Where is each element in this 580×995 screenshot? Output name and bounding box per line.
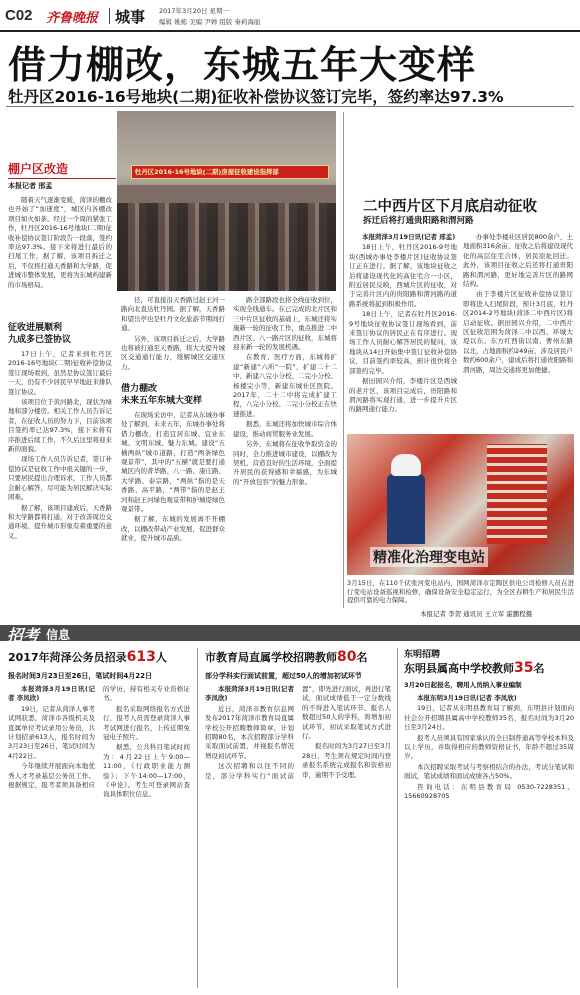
photo-caption-overlay: 精准化治理变电站 [370,547,488,567]
lead-photo [117,111,336,291]
job-title-number: 35 [514,660,534,676]
job-title-number: 613 [126,649,156,665]
lead-subsection-1: 征收进展顺利 九成多已签协议 [8,323,72,345]
paragraph: 18日上午，牡丹区2016-9号地块(西城办事处李楼片区)征收协议签订正在进行。据了解，该地块征收之后将建设现代化的高住宅合一小区，附近居民反映，西城片区的征收，对于完善片区内的贵阳路和渭河路的道路系统将起到积极作用。 [349,243,457,308]
side-title: 二中西片区下月底启动征收 [363,199,537,215]
photo-banner-text: 牡丹区2016-16号地块(二期)房屋征收建设指挥部 [135,168,279,176]
masthead [0,0,580,34]
lead-column-3 [233,296,337,660]
lead-column-1b [8,350,112,660]
job-3-body [404,694,574,990]
lead-subhead: 牡丹区2016-16号地块(二期)征收补偿协议签订完毕，签约率达97.3% [8,88,504,106]
paragraph: 路全部路段也将全线征收到位，实现全线通车。在已完成的北片区和三中片区征收的基础上，东城还将实施新一轮的征收工作，重点推进二中西片区、八一路片区的征收，东城将迎来新一轮的发展机遇。 [233,296,337,352]
paragraph: 在教育、医疗方面，东城将扩建“新建”六所“一院”，扩建二十二中、新建八完小分校、二完小分校、杨楼完小等，新建东城社区医院。2017年，二十二中将完成扩建工程，八完小分校、二完小分校正在快速推进。 [233,353,337,418]
paper-logo: 齐鲁晚报 [46,11,99,26]
paragraph: 据田园兴介绍，李楼片区是西城的老片区，该项目完成后，贵阳路和渭河路将实现打通，进一步提升片区的路网通行能力。 [349,377,457,414]
job-byline: 本报菏泽3月19日讯(记者 李凤欣) [205,685,294,703]
lead-subsection-2: 借力棚改 未来五年东城大变样 [121,384,203,406]
job-title-text: 市教育局直属学校招聘教师 [205,651,337,664]
job-1-subtitle: 报名时间3月23日至26日，笔试时间4月22日 [8,672,152,680]
paragraph: 咨询电话：东明县教育局 0530-7228351、15660928705 [404,782,574,801]
side-subtitle: 拆迁后将打通贵阳路和渭河路 [363,216,474,226]
lead-column-2b [121,411,225,660]
job-title-unit: 名 [356,651,368,664]
lead-tag-label: 棚户区改造 [8,162,69,176]
job-divider [197,648,198,988]
paragraph: 现场工作人员告诉记者，签订补偿协议是征收工作中很关键的一步，只要居民提出合理诉求，工作人员都会耐心解答，尽可能为居民解决实际困难。 [8,455,112,502]
lead-tag [8,158,116,176]
side-byline: 本报菏泽3月19日讯(记者 邢孟) [362,233,456,241]
job-title-unit: 人 [155,651,167,664]
paragraph: 19日，记者从东明县教育局了解到，东明县计划面向社会公开招聘县属高中学校教师35名，报名时间为3月20日至3月24日。 [404,704,574,732]
paragraph: 报名采取网络报名方式进行，报考人员需登录菏泽人事考试网进行报名，上传近期免冠电子照片。 [103,704,190,742]
paragraph: 另外，该项目拆迁之后，大学路也将被打通至天香路，将大大提升城区交通通行能力，缓解城区交通压力。 [121,334,225,371]
job-2-body [205,685,391,990]
paragraph: 由于李楼片区征收补偿协议签订即将进入扫尾阶段，预计3月底，牡丹区2014-2号地块(菏泽二中西片区)将启动征收。据田园兴介绍，二中西片区征收范围为菏泽二中以西、环城大堤以东、东方红西街以南、曹州东路以北，占地面积约249亩，涉及居民户数约600余户，建成后将打通贵阳路和渭河路，周边交通将更加便捷。 [463,290,573,374]
side-column-b [463,233,573,429]
masthead-rule [0,30,580,32]
editors: 编辑 姚栋 美编 尹婵 组版 秦莉海丽 [159,18,261,26]
job-3-kicker: 东明招聘 [404,650,441,660]
band-label-a: 招考 [7,626,40,645]
lead-byline: 本报记者 邢孟 [8,182,53,190]
date: 2017年3月20日 星期一 [159,7,230,15]
substation-photo [347,434,574,575]
lead-column-2 [121,296,225,376]
job-1-body [8,685,190,990]
paragraph: 19日，记者从菏泽人事考试网获悉，菏泽市各级机关及直属单位考试录用公务员，共计划招录613人，报名时间为3月23日至26日，笔试时间为4月22日。 [8,704,95,760]
paragraph: 这次招聘和以往不同的是，部分学科实行“面试前置”，即先进行面试，再进行笔试，面试成绩低于一定分数线的不得进入笔试环节。报名人数超过50人的学科，将增加初试环节，初试采取笔试方式进行。 [205,685,391,780]
paragraph: 据了解，东城的发展离不开棚改，以棚改带动产业发展，促进群众就业，提升城市品质。 [121,515,225,543]
paragraph: 17日上午，记者来到牡丹区2016-16号地块(二期)征收补偿协议签订现场看到，虽然是协议签订最后一天，仍有不少居民早早地赶来排队签订协议。 [8,350,112,396]
job-3-title [404,660,544,676]
lead-column-1 [8,196,112,320]
job-3-subtitle: 3月20日起报名，聘用人员纳入事业编制 [404,681,522,689]
lead-headline: 借力棚改，东城五年大变样 [8,42,477,87]
paragraph: 本次招聘采取考试与考察相结合的办法，考试分笔试和面试，笔试成绩和面试成绩各占50%。 [404,762,574,781]
photo-credits: 本报记者 李贺 通讯员 王立军 霍鹏程摄 [420,610,533,618]
job-2-subtitle: 部分学科实行面试前置，超过50人的增加初试环节 [205,672,362,680]
job-byline: 本报菏泽3月19日讯(记者 李凤欣) [8,685,95,703]
paragraph: 今年继续开展面向本地优秀人才考录基层公务员工作。根据规定，报考者须具备相应的学历，持有相关专业资格证书。 [8,685,190,790]
photo-caption [347,579,574,607]
job-divider [397,648,398,988]
job-byline: 本报东明3月19日讯(记者 李凤欣) [417,694,517,702]
paragraph: 另外，东城将在征收争取资金的同时，全力推进城市建设，以棚改为契机，营造良好的生活环境，全面提升居民的获得感和幸福感，为东城的“开放包容”的魅力形象。 [233,440,337,486]
section-band [0,625,580,645]
paragraph: 报名时间为3月27日至3月28日，考生须在规定时间内登录报名系统完成报名和资格初审，逾期不予受理。 [302,742,391,779]
job-1-title [8,649,167,665]
section-name: 城事 [115,8,146,26]
subhead-rule [6,106,574,107]
paragraph: 据悉，东城还将加快城市综合体建设，推动商贸服务业发展。 [233,420,337,438]
side-column-a [349,233,457,429]
paragraph: 在现场采访中，记者从东城办事处了解到，未来五年，东城办事处将借力棚改，打造宜居东城、宜业东城、文明东城、魅力东城。建设“五横两纵”城市道路，打造“两条绿色观景带”，其中的“五横”就是要打通城区内的菁华路、八一路、康庄路、大学路、泰宗路，“两纵”指的是天香路、高平路，“两带”指的是赵王河和赵王河绿色观景带和护城堤绿色观景带。 [121,411,225,514]
band-label-b: 信息 [46,628,71,642]
paragraph: 随着天气逐渐变暖，菏泽的棚改也开始了“加速度”，城区内各棚改项目如火如荼。经过一个周的紧张工作，牡丹区2016-16号地块(二期)征收补偿协议签订阶段告一段落，签约率达97.3%。接下来将进行最后的扫尾工作，据了解，该项目拆迁之后，不仅将打通天香路和大学路，促进城市整体发展，更将为东城构建新的市场格局。 [8,196,112,289]
paragraph: 据了解，该项目建成后，天香路和大学路都将打通，对于改善周边交通环境、提升城市形象有着重要的意义。 [8,503,112,540]
paragraph: 径，可直接沿天香路过赵王河一路向北直达牡丹园。据了解，天香路和望岳亭也是牡丹文化旅游节期间打通。 [121,296,225,333]
job-2-title [205,649,367,665]
paragraph: 该项目位于黄河路北，现状为绿地和部分楼房。相关工作人员告诉记者，在征收人员的努力下，目前该项目签约率已达97.3%，接下来将有序推进后续工作，不久后这里将迎来新的面貌。 [8,398,112,454]
photo-banner [131,165,329,179]
photo-crowd [117,203,336,291]
job-title-text: 2017年菏泽公务员招录 [8,651,127,664]
page-number: C02 [5,7,33,24]
job-title-unit: 名 [533,662,545,675]
job-title-number: 80 [337,649,357,665]
paragraph: 18日上午，记者在牡丹区2016-9号地块征收协议签订现场看到，前来签订协议的居民正在有序进行。现场工作人员耐心解答居民的疑问，该地块从14日开始集中签订征收补偿协议，目前签约率较高，预计很快将全部签约完毕。 [349,310,457,375]
paragraph: 报考人员须具有国家承认的全日制普通高等学校本科及以上学历，并取得相应的教师资格证书，年龄不超过35周岁。 [404,733,574,761]
caption-text: 3月15日，在110千伏张河变电站内，国网菏泽市定陶区供电公司检修人员在进行变电站设备巡视和检修，确保设备安全稳定运行，为全区春耕生产和居民生活提供可靠的电力保障。 [347,579,574,604]
paragraph: 近日，菏泽市教育信息网发布2017年菏泽市教育局直属学校公开招聘教师简章，计划招聘80名，本次招聘部分学科采取面试前置，并视报名情况增设初试环节。 [205,704,294,760]
column-divider [343,112,344,608]
divider [109,8,110,24]
paragraph: 据悉，公共科目笔试时间为：4月22日上午9:00—11:00，《行政职业能力测验》；下午14:00—17:00，《申论》。考生可登录网站查询具体职位信息。 [103,743,190,799]
job-title-text: 东明县属高中学校教师 [404,662,514,675]
paragraph: 办事处李楼社区居民800余户，土地面积316余亩，征收之后将建设现代化的高层住宅合体，居民原址回迁。此外，该项目征收之后还将打通贵阳路和渭河路，更好地完善片区的路网结构。 [463,233,573,289]
